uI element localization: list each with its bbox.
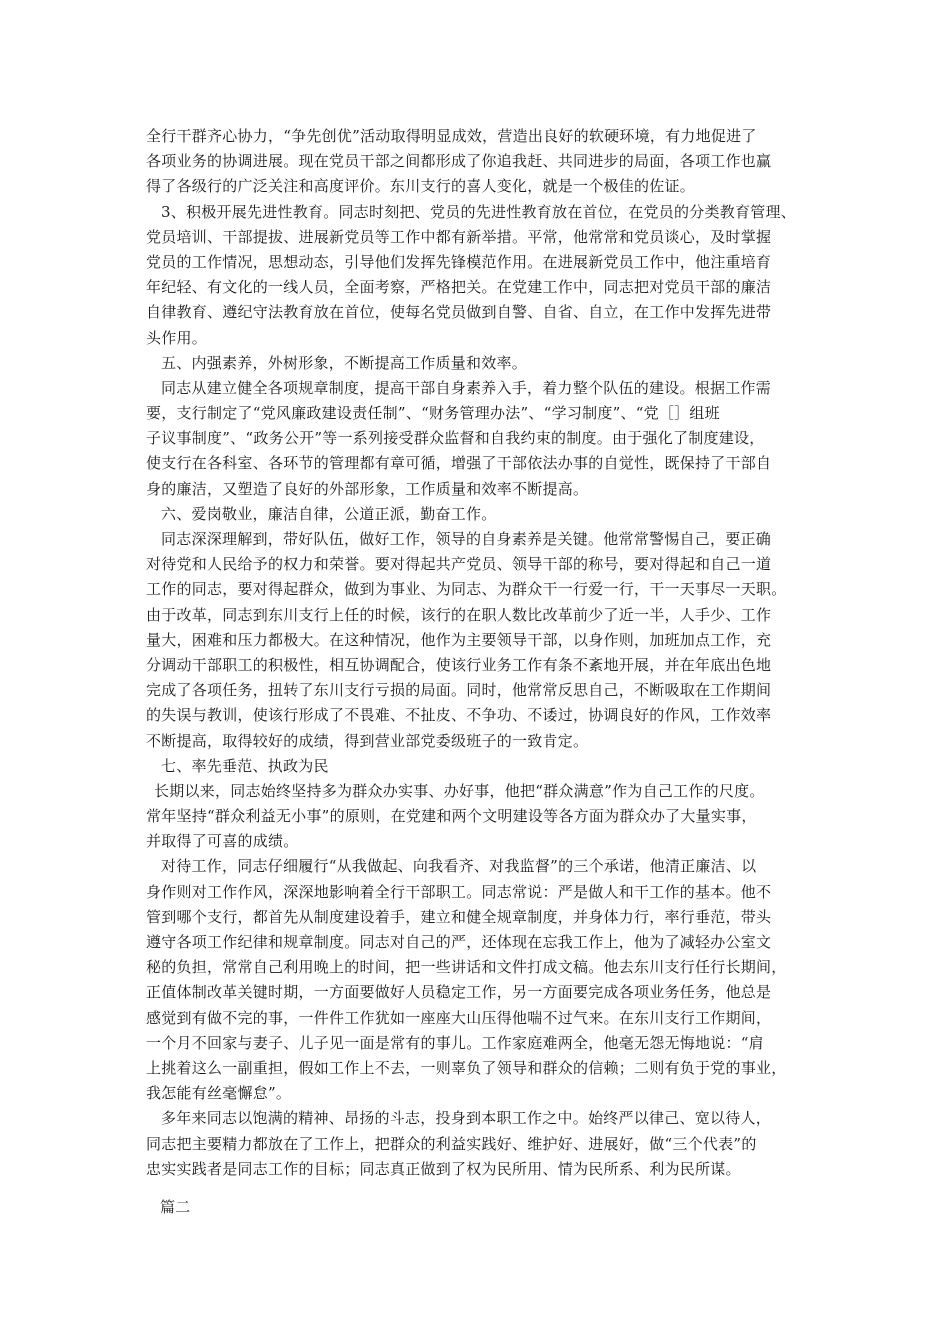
text-line: 长期以来，同志始终坚持多为群众办实事、办好事，他把“群众满意”作为自己工作的尺度。 xyxy=(154,781,765,800)
text-line: 感觉到有做不完的事，一件件工作犹如一座座大山压得他喘不过气来。在东川支行工作期间， xyxy=(146,1008,772,1027)
text-line: 要，支行制定了“党风廉政建设责任制”、“财务管理办法”、“学习制度”、“党［］组班 xyxy=(146,404,720,423)
text-line: 正值体制改革关键时期，一方面要做好人员稳定工作，另一方面要完成各项业务任务，他总是 xyxy=(146,983,772,1002)
section-heading: 五、内强素养，外树形象，不断提高工作质量和效率。 xyxy=(161,353,528,372)
section-heading: 六、爱岗敬业，廉洁自律，公道正派，勤奋工作。 xyxy=(161,504,497,523)
text-line: 使支行在各科室、各环节的管理都有章可循，增强了干部依法办事的自觉性，既保持了干部自 xyxy=(146,454,772,473)
text-line: 对待党和人民给予的权力和荣誉。要对得起共产党员、领导干部的称号，要对得起和自己一道 xyxy=(146,555,772,574)
text-line: 管到哪个支行，都首先从制度建设着手，建立和健全规章制度，并身体力行，率行垂范，带头 xyxy=(146,907,772,926)
text-line: 多年来同志以饱满的精神、昂扬的斗志，投身到本职工作之中。始终严以律己、宽以待人， xyxy=(161,1109,772,1128)
text-line: 年纪轻、有文化的一线人员，全面考察，严格把关。在党建工作中，同志把对党员干部的廉洁 xyxy=(146,278,772,297)
text-line: 头作用。 xyxy=(146,328,208,347)
text-line: 的失误与教训，使该行形成了不畏难、不扯皮、不争功、不诿过，协调良好的作风，工作效率 xyxy=(146,706,772,725)
text-line: 党员的工作情况，思想动态，引导他们发挥先锋模范作用。在进展新党员工作中，他注重培育 xyxy=(146,252,772,271)
text-line: 同志深深理解到，带好队伍，做好工作，领导的自身素养是关键。他常常警惕自己，要正确 xyxy=(161,530,772,548)
text-line: 上挑着这么一副重担，假如工作上不去，一则辜负了领导和群众的信赖；二则有负于党的事业， xyxy=(146,1058,787,1077)
text-line: 身作则对工作作风，深深地影响着全行干部职工。同志常说：严是做人和干工作的基本。他不 xyxy=(146,882,772,901)
text-line: 忠实实践者是同志工作的目标；同志真正做到了权为民所用、情为民所系、利为民所谋。 xyxy=(146,1159,741,1178)
text-line: 并取得了可喜的成绩。 xyxy=(146,832,299,851)
text-line: 自律教育、遵纪守法教育放在首位，使每名党员做到自警、自省、自立，在工作中发挥先进带 xyxy=(146,303,772,322)
text-line: 同志把主要精力都放在了工作上，把群众的利益实践好、维护好、进展好，做“三个代表”的 xyxy=(146,1134,757,1153)
text-line: 完成了各项任务，扭转了东川支行亏损的局面。同时，他常常反思自己，不断吸取在工作期间 xyxy=(146,681,772,700)
text-line: 同志从建立健全各项规章制度，提高干部自身素养入手，着力整个队伍的建设。根据工作需 xyxy=(161,378,772,397)
body-text xyxy=(146,124,836,1182)
text-line: 全行干群齐心协力，“争先创优”活动取得明显成效，营造出良好的软硬环境，有力地促进了 xyxy=(146,127,757,145)
text-line: 由于改革，同志到东川支行上任的时候，该行的在职人数比改革前少了近一半，人手少、工作 xyxy=(146,605,772,624)
text-line: 遵守各项工作纪律和规章制度。同志对自己的严，还体现在忘我工作上，他为了减轻办公室文 xyxy=(146,933,772,951)
text-line: 不断提高，取得较好的成绩，得到营业部党委级班子的一致肯定。 xyxy=(146,731,589,750)
text-line: 工作的同志，要对得起群众，做到为事业、为同志、为群众干一行爱一行，干一天事尽一天职。 xyxy=(146,580,787,599)
text-line: 分调动干部职工的积极性，相互协调配合，使该行业务工作有条不紊地开展，并在年底出色地 xyxy=(146,655,772,674)
section-heading: 七、率先垂范、执政为民 xyxy=(161,756,329,775)
text-line: 对待工作，同志仔细履行“从我做起、向我看齐、对我监督”的三个承诺，他清正廉洁、以 xyxy=(161,857,757,876)
text-line: 3、积极开展先进性教育。同志时刻把、党员的先进性教育放在首位，在党员的分类教育管理、 xyxy=(161,202,797,221)
text-line: 得了各级行的广泛关注和高度评价。东川支行的喜人变化，就是一个极佳的佐证。 xyxy=(146,177,696,196)
text-line: 常年坚持“群众利益无小事”的原则，在党建和两个文明建设等各方面为群众办了大量实事， xyxy=(146,807,757,826)
text-line: 量大，困难和压力都极大。在这种情况，他作为主要领导干部，以身作则，加班加点工作，充 xyxy=(146,630,772,649)
text-line: 各项业务的协调进展。现在党员干部之间都形成了你追我赶、共同进步的局面，各项工作也赢 xyxy=(146,152,772,171)
text-line: 子议事制度”、“政务公开”等一系列接受群众监督和自我约束的制度。由于强化了制度建设， xyxy=(146,429,765,448)
text-line: 身的廉洁，又塑造了良好的外部形象，工作质量和效率不断提高。 xyxy=(146,479,589,498)
section-label: 篇二 xyxy=(160,1198,191,1216)
text-line: 秘的负担，常常自己利用晚上的时间，把一些讲话和文件打成文稿。他去东川支行任行长期间， xyxy=(146,958,787,977)
text-line: 我怎能有丝毫懈怠”。 xyxy=(146,1084,292,1103)
text-line: 党员培训、干部提拔、进展新党员等工作中都有新举措。平常，他常常和党员谈心，及时掌握 xyxy=(146,227,772,246)
text-line: 一个月不回家与妻子、儿子见一面是常有的事儿。工作家庭难两全，他毫无怨无悔地说：“肩 xyxy=(146,1033,764,1052)
